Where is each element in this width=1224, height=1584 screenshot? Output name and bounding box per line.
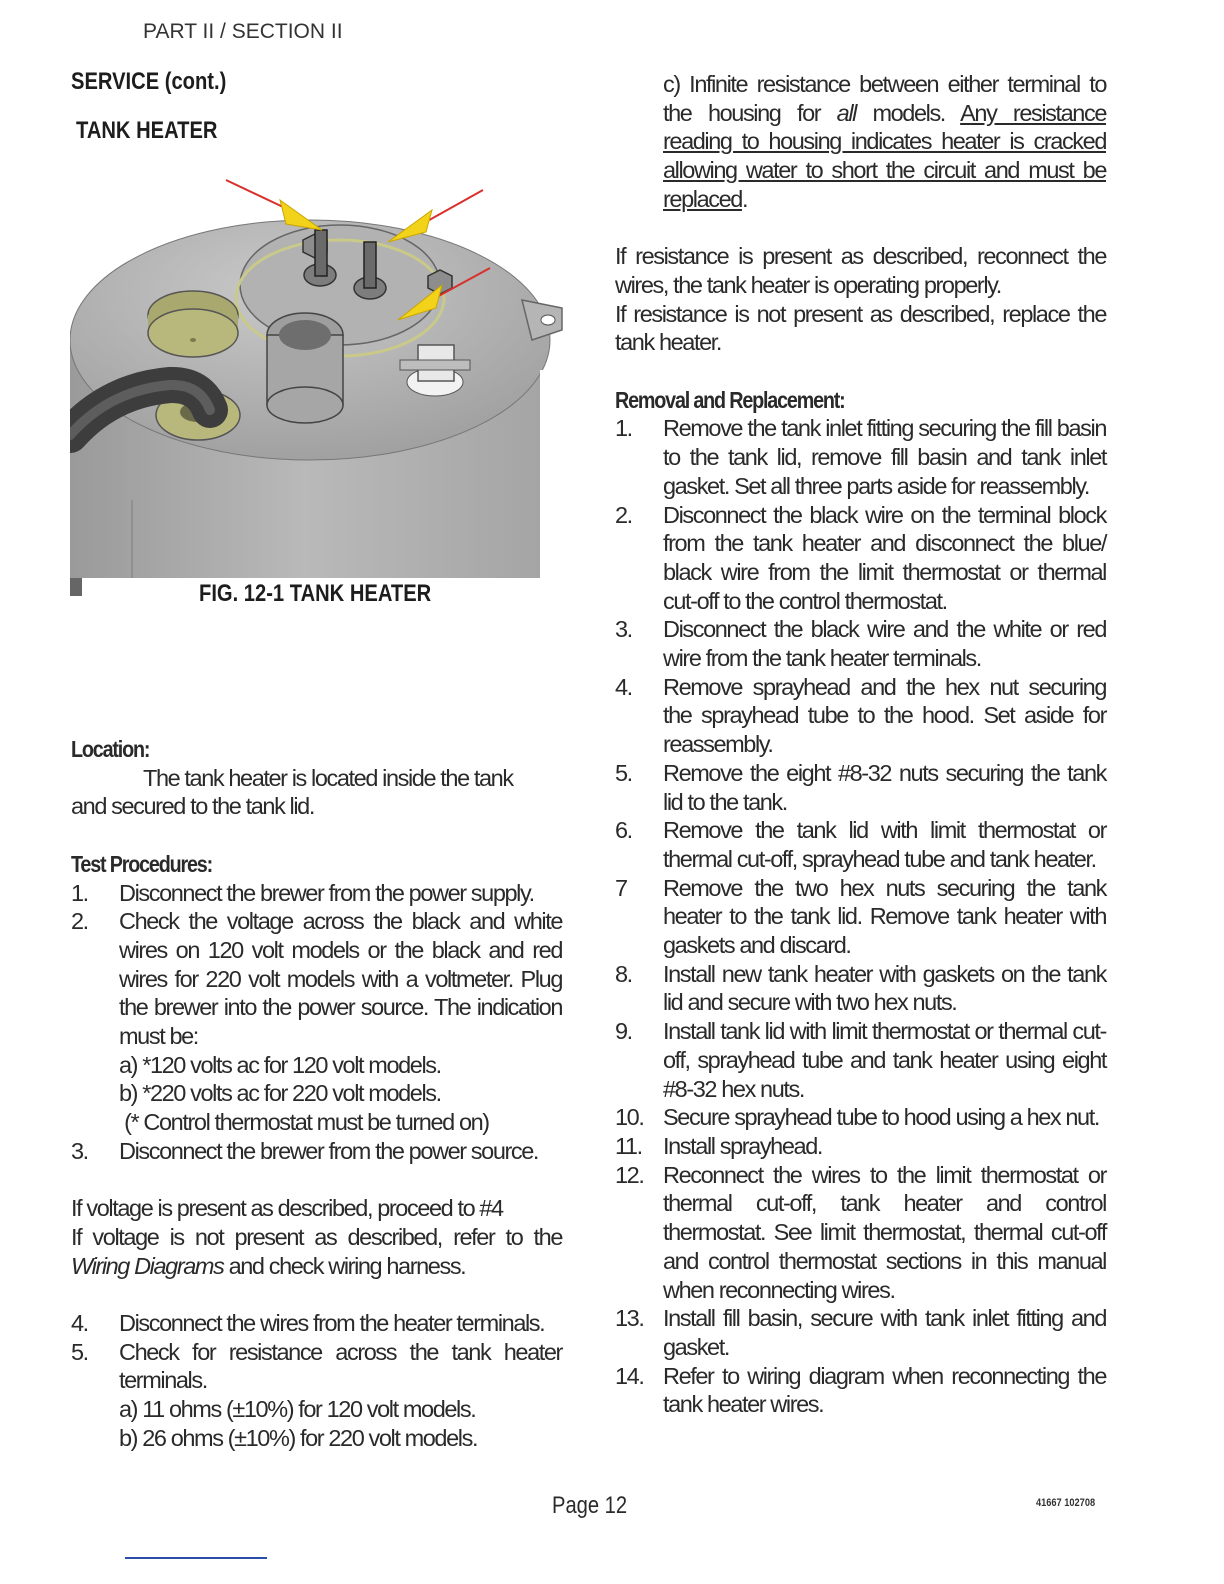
step-text: Secure sprayhead tube to hood using a hex nut. bbox=[663, 1104, 1099, 1131]
voltage-absent-text: If voltage is not present as described, refer to the Wiring Diagrams and check wiring harness. bbox=[71, 1223, 562, 1279]
step-number: 12. bbox=[615, 1161, 644, 1188]
voltage-present-text: If voltage is present as described, proceed to #4 bbox=[71, 1195, 503, 1222]
figure-caption: FIG. 12-1 TANK HEATER bbox=[199, 580, 432, 607]
step-text: Disconnect the black wire on the terminal block from the tank heater and disconnect the blue/ black wire from the limit thermostat or thermal cut-off to the control thermostat. bbox=[663, 501, 1106, 614]
step-text: Disconnect the brewer from the power source. bbox=[119, 1137, 539, 1164]
step-number: 9. bbox=[615, 1018, 632, 1045]
step-number: 4. bbox=[615, 673, 632, 700]
removal-step bbox=[615, 759, 1106, 816]
left-column bbox=[71, 735, 562, 1453]
removal-step bbox=[615, 1362, 1106, 1419]
removal-heading: Removal and Replacement: bbox=[615, 386, 845, 413]
footer-rule bbox=[125, 1557, 267, 1559]
step-number: 7 bbox=[615, 874, 627, 901]
test-step bbox=[71, 1137, 562, 1166]
arrow-right bbox=[388, 190, 483, 242]
step-number: 13. bbox=[615, 1305, 644, 1332]
removal-step bbox=[615, 501, 1106, 616]
step-text: Disconnect the brewer from the power supply. bbox=[119, 879, 534, 906]
step-text: Disconnect the black wire and the white or red wire from the tank heater terminals. bbox=[663, 616, 1106, 672]
test-step bbox=[71, 1338, 562, 1395]
heater-terminal-1 bbox=[315, 230, 327, 276]
step-number: 3. bbox=[71, 1137, 88, 1164]
step-number: 6. bbox=[615, 817, 632, 844]
step-text: Reconnect the wires to the limit thermostat or thermal cut-off, tank heater and control thermostat. See limit thermostat, thermal cut-off and control thermostat sections in this manual when reconnecting wires. bbox=[663, 1161, 1106, 1303]
test-procedures-heading: Test Procedures: bbox=[71, 850, 212, 877]
step-text: Install sprayhead. bbox=[663, 1132, 822, 1159]
removal-step bbox=[615, 615, 1106, 672]
resistance-b: b) 26 ohms (±10%) for 220 volt models. bbox=[119, 1424, 478, 1451]
step-text: Remove the tank lid with limit thermostat or thermal cut-off, sprayhead tube and tank heater. bbox=[663, 817, 1106, 872]
location-heading: Location: bbox=[71, 736, 150, 762]
step-text: Check for resistance across the tank heater terminals. bbox=[119, 1338, 562, 1394]
step-number: 1. bbox=[615, 415, 632, 442]
step-number: 5. bbox=[71, 1338, 88, 1365]
removal-steps bbox=[615, 414, 1106, 1419]
step-number: 4. bbox=[71, 1310, 88, 1337]
document-code: 41667 102708 bbox=[1036, 1497, 1096, 1509]
step-text: Remove the eight #8-32 nuts securing the tank lid to the tank. bbox=[663, 759, 1106, 815]
removal-step bbox=[615, 673, 1106, 759]
step-number: 2. bbox=[71, 908, 88, 935]
location-line-2: and secured to the tank lid. bbox=[71, 793, 314, 820]
service-title: SERVICE (cont.) bbox=[71, 68, 227, 95]
step-number: 14. bbox=[615, 1362, 644, 1389]
removal-step bbox=[615, 1017, 1106, 1103]
step-number: 1. bbox=[71, 879, 88, 906]
step-number: 11. bbox=[615, 1132, 642, 1159]
page-number: Page 12 bbox=[552, 1492, 628, 1519]
test-step bbox=[71, 1309, 562, 1338]
step-text: Check the voltage across the black and white wires on 120 volt models or the black and red wires for 220 volt models with a voltmeter. Plug the brewer into the power source. The indication must be: bbox=[119, 908, 562, 1050]
step-text: Refer to wiring diagram when reconnecting the tank heater wires. bbox=[663, 1362, 1106, 1418]
step-text: Remove sprayhead and the hex nut securing the sprayhead tube to the hood. Set aside for reassembly. bbox=[663, 673, 1106, 758]
tank-heater-illustration bbox=[70, 170, 564, 596]
removal-step bbox=[615, 1132, 1106, 1161]
tank-heater-title: TANK HEATER bbox=[76, 117, 218, 144]
resistance-c: c) Infinite resistance between either terminal to the housing for all models. Any resistance reading to housing indicates heater is cracked allowing water to short the circuit and must be replaced. bbox=[663, 71, 1107, 212]
step-text: Remove the tank inlet fitting securing the fill basin to the tank lid, remove fill basin and tank inlet gasket. Set all three parts aside for reassembly. bbox=[663, 415, 1106, 499]
step-number: 10. bbox=[615, 1104, 644, 1131]
step-text: Install new tank heater with gaskets on the tank lid and secure with two hex nuts. bbox=[663, 960, 1106, 1016]
location-line-1: The tank heater is located inside the tank bbox=[143, 764, 513, 791]
removal-step bbox=[615, 1304, 1106, 1361]
step-number: 5. bbox=[615, 759, 632, 786]
resistance-a: a) 11 ohms (±10%) for 120 volt models. bbox=[119, 1396, 476, 1423]
tank-heater-figure bbox=[70, 170, 564, 596]
removal-step bbox=[615, 1103, 1106, 1132]
page-header: PART II / SECTION II bbox=[143, 20, 343, 43]
voltage-b: b) *220 volts ac for 220 volt models. bbox=[119, 1080, 441, 1107]
removal-step bbox=[615, 816, 1106, 873]
removal-step bbox=[615, 1161, 1106, 1305]
step-text: Install fill basin, secure with tank inlet fitting and gasket. bbox=[663, 1305, 1106, 1360]
test-step bbox=[71, 907, 562, 1051]
test-step bbox=[71, 879, 562, 908]
step-text: Disconnect the wires from the heater terminals. bbox=[119, 1310, 545, 1337]
resistance-warning: Any resistance reading to housing indicates heater is cracked allowing water to short the circuit and must be replaced bbox=[663, 99, 1107, 212]
heater-terminal-2 bbox=[364, 242, 376, 288]
right-column bbox=[615, 70, 1106, 1419]
voltage-note: (* Control thermostat must be turned on) bbox=[119, 1109, 489, 1136]
resistance-present-text: If resistance is present as described, reconnect the wires, the tank heater is operating properly. bbox=[615, 243, 1106, 298]
step-number: 3. bbox=[615, 616, 632, 643]
voltage-a: a) *120 volts ac for 120 volt models. bbox=[119, 1051, 441, 1078]
step-number: 2. bbox=[615, 501, 632, 528]
resistance-absent-text: If resistance is not present as described, replace the tank heater. bbox=[615, 300, 1106, 356]
removal-step bbox=[615, 960, 1106, 1017]
removal-step bbox=[615, 414, 1106, 500]
wiring-diagrams-ref: Wiring Diagrams bbox=[71, 1252, 224, 1279]
step-number: 8. bbox=[615, 960, 632, 987]
step-text: Install tank lid with limit thermostat or thermal cut-off, sprayhead tube and tank heater using eight #8-32 hex nuts. bbox=[663, 1018, 1106, 1102]
removal-step bbox=[615, 874, 1106, 960]
step-text: Remove the two hex nuts securing the tank heater to the tank lid. Remove tank heater with gaskets and discard. bbox=[663, 874, 1106, 959]
